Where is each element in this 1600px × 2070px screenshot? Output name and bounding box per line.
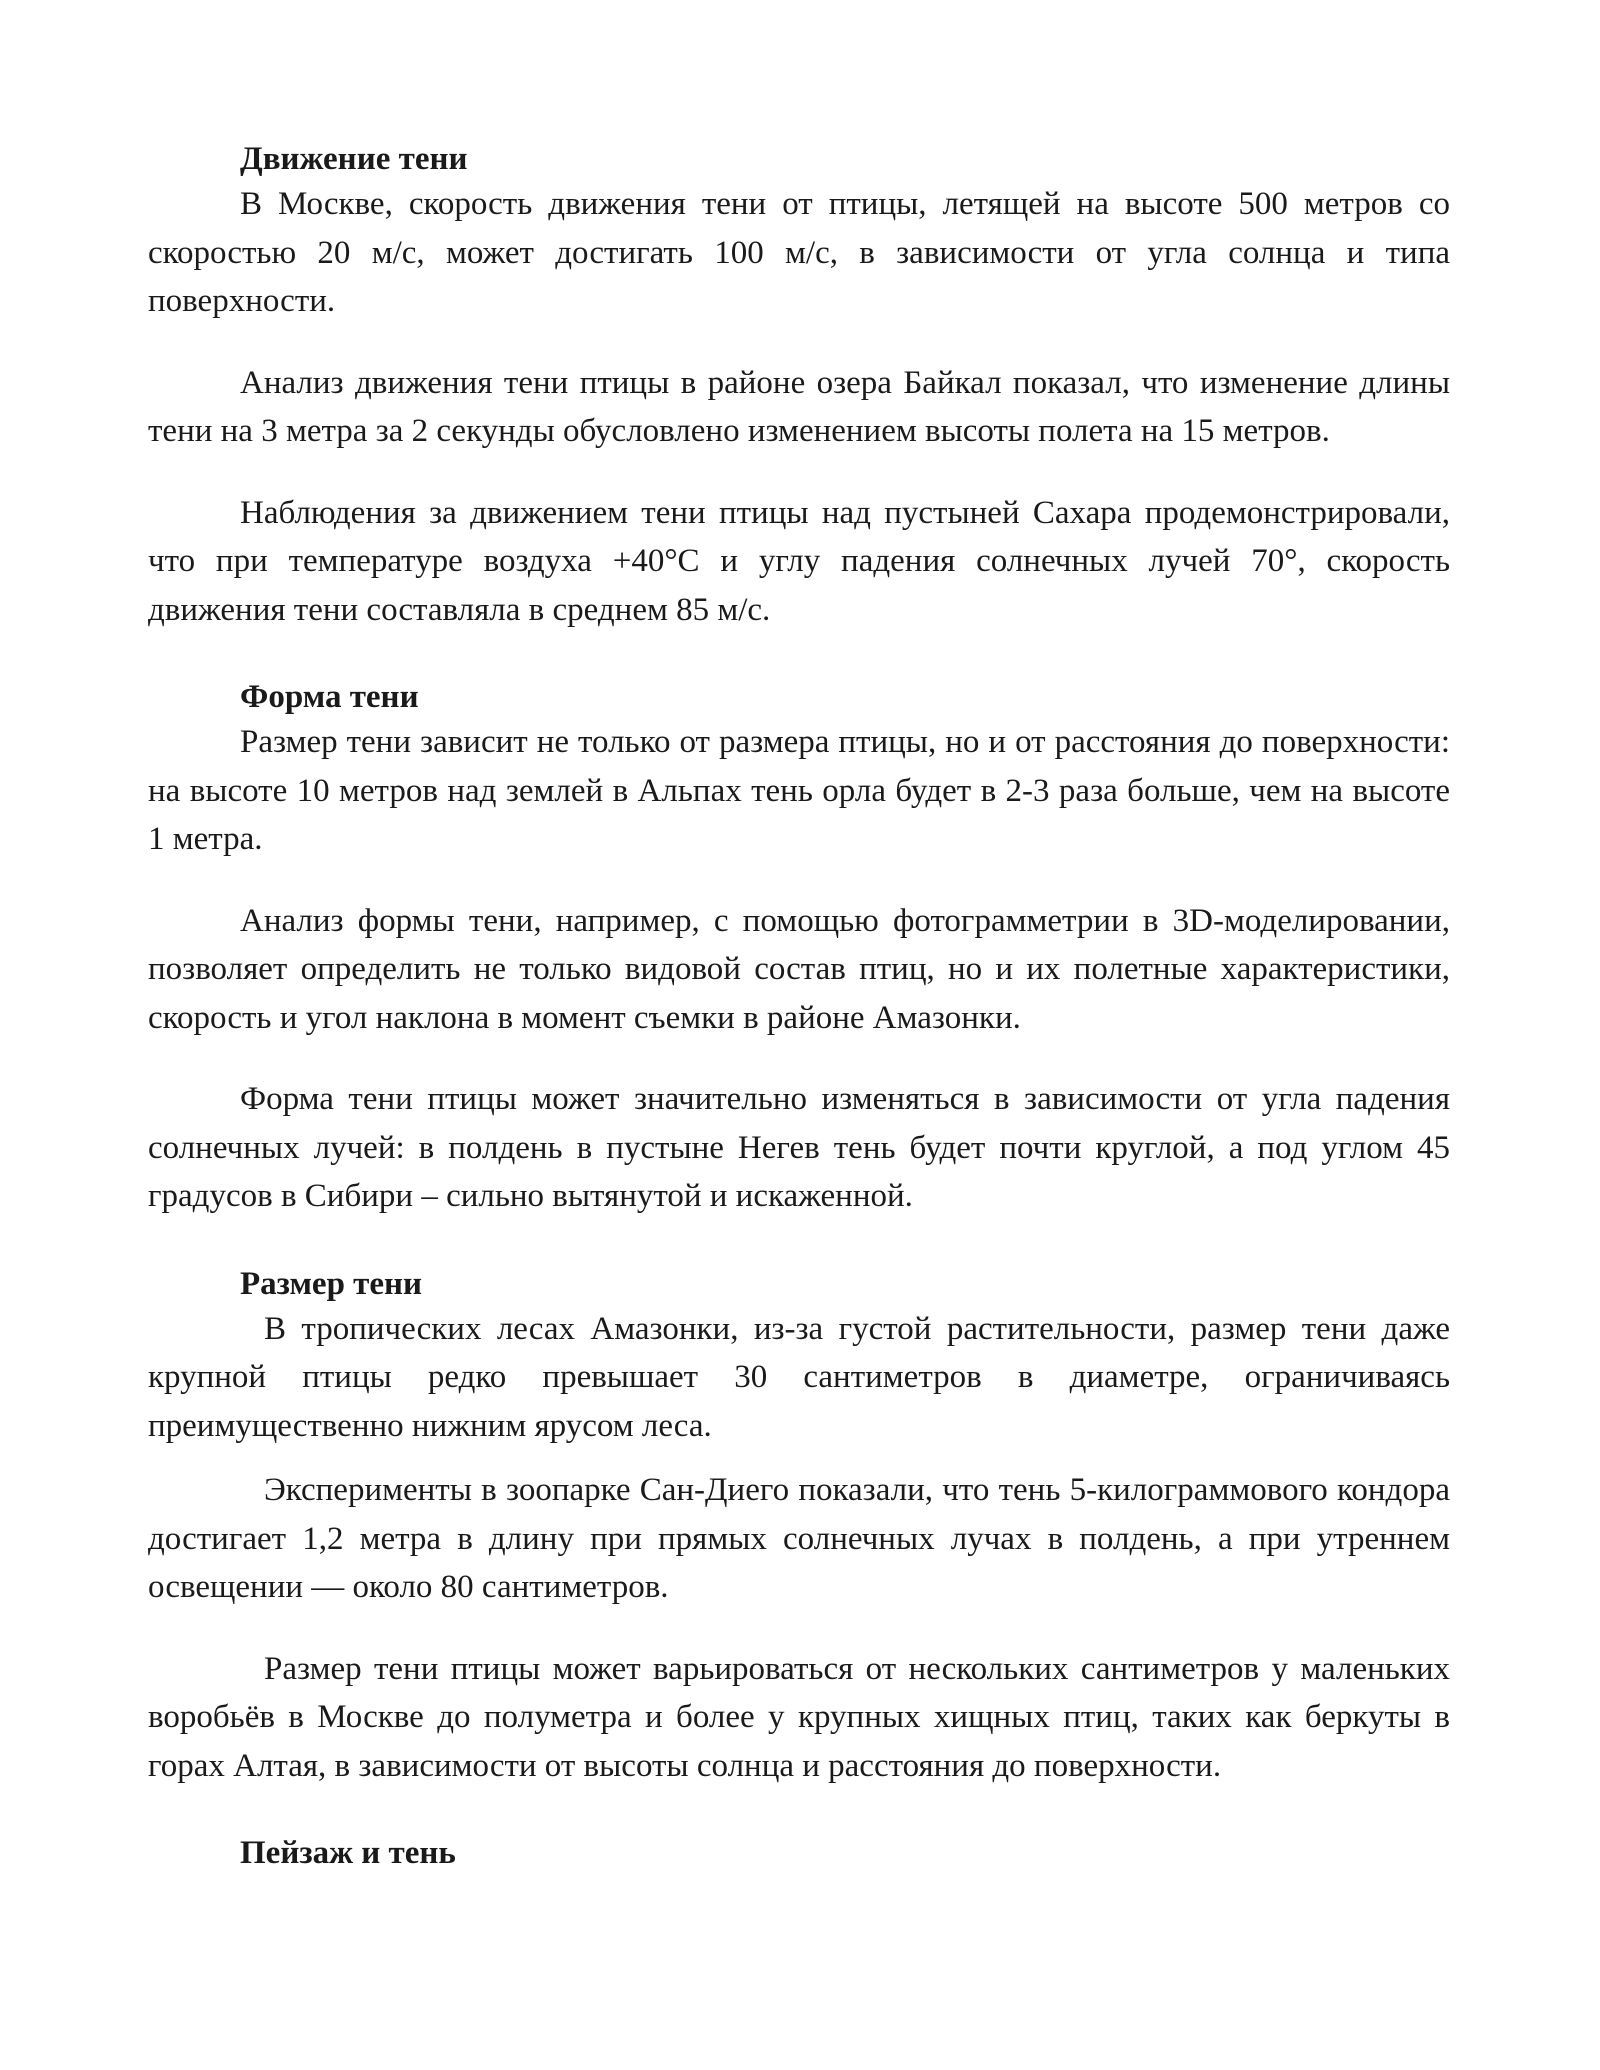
section-heading-shadow-size: Размер тени <box>240 1265 423 1302</box>
paragraph: Анализ формы тени, например, с помощью фотограмметрии в 3D-моделировании, позволяет определить не только видовой состав птиц, но и их полетные характеристики, скорость и угол наклона в момент съемки в районе Амазонки. <box>148 902 1450 1036</box>
paragraph: Форма тени птицы может значительно изменяться в зависимости от угла падения солнечных лучей: в полдень в пустыне Негев тень будет почти круглой, а под углом 45 градусов в Сибири – сильно вытянутой и искаженной. <box>148 1081 1450 1214</box>
paragraph: Эксперименты в зоопарке Сан-Диего показали, что тень 5-килограммового кондора достигает 1,2 метра в длину при прямых солнечных лучах в полдень, а при утреннем освещении — около 80 сантиметров. <box>148 1472 1450 1605</box>
paragraph: В Москве, скорость движения тени от птицы, летящей на высоте 500 метров со скоростью 20 м/с, может достигать 100 м/с, в зависимости от угла солнца и типа поверхности. <box>148 186 1450 319</box>
paragraph: Наблюдения за движением тени птицы над пустыней Сахара продемонстрировали, что при температуре воздуха +40°C и углу падения солнечных лучей 70°, скорость движения тени составляла в среднем 85 м/с. <box>148 494 1450 628</box>
paragraph: Анализ движения тени птицы в районе озера Байкал показал, что изменение длины тени на 3 метра за 2 секунды обусловлено изменением высоты полета на 15 метров. <box>148 364 1450 449</box>
paragraph: Размер тени зависит не только от размера птицы, но и от расстояния до поверхности: на высоте 10 метров над землей в Альпах тень орла будет в 2-3 раза больше, чем на высоте 1 метра. <box>148 724 1450 857</box>
paragraph: В тропических лесах Амазонки, из-за густой растительности, размер тени даже крупной птицы редко превышает 30 сантиметров в диаметре, ограничиваясь преимущественно нижним ярусом леса. <box>148 1310 1450 1444</box>
section-heading-shadow-shape: Форма тени <box>240 679 419 715</box>
section-heading-shadow-movement: Движение тени <box>240 141 468 177</box>
document-page <box>148 138 1450 1874</box>
section-heading-landscape-and-shadow: Пейзаж и тень <box>240 1835 456 1871</box>
paragraph: Размер тени птицы может варьироваться от нескольких сантиметров у маленьких воробьёв в Москве до полуметра и более у крупных хищных птиц, таких как беркуты в горах Алтая, в зависимости от высоты солнца и расстояния до поверхности. <box>148 1650 1450 1784</box>
